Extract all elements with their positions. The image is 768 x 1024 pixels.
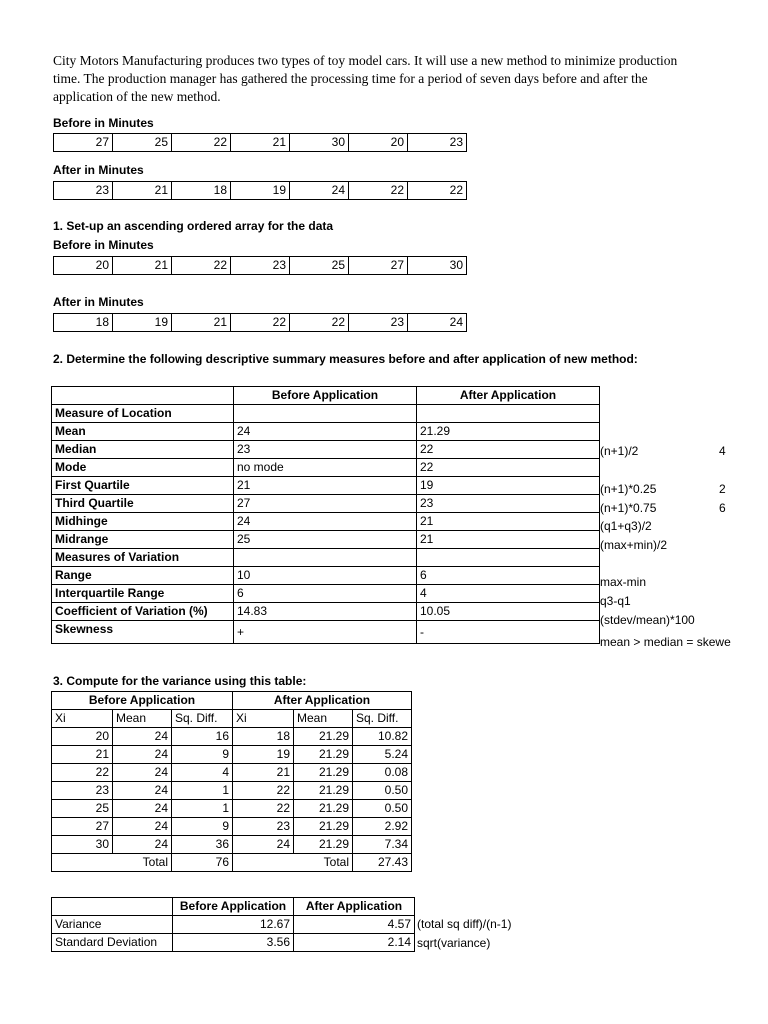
summary-label: First Quartile (52, 477, 234, 495)
table-cell: 36 (172, 836, 233, 854)
table-cell: 21 (417, 513, 600, 531)
intro-paragraph: City Motors Manufacturing produces two types of toy model cars. It will use a new method to minimize production time. The production manager has gathered the processing time for a period of seven days before and after the application of the new method. (53, 53, 678, 104)
table-cell: 23 (234, 441, 417, 459)
variance-table (51, 691, 412, 872)
note-iqr: q3-q1 (600, 594, 631, 608)
sd-label: Standard Deviation (52, 934, 173, 952)
table-cell: 4 (172, 764, 233, 782)
before-sorted-cell: 30 (408, 257, 467, 275)
final-head-before: Before Application (173, 898, 294, 916)
total-before: 76 (172, 854, 233, 872)
before-cell: 27 (54, 134, 113, 152)
table-cell: 21 (234, 477, 417, 495)
table-cell: 24 (113, 800, 172, 818)
summary-label: Third Quartile (52, 495, 234, 513)
question-2-title: 2. Determine the following descriptive summary measures before and after application of new method: (53, 352, 638, 366)
summary-label: Coefficient of Variation (%) (52, 603, 234, 621)
after-label: After in Minutes (53, 163, 144, 177)
question-1-title: 1. Set-up an ascending ordered array for the data (53, 219, 334, 233)
table-cell: 21.29 (294, 818, 353, 836)
table-cell: 25 (52, 800, 113, 818)
note-cv: (stdev/mean)*100 (600, 613, 695, 627)
table-cell: 24 (113, 746, 172, 764)
table-cell: 21.29 (294, 836, 353, 854)
summary-label: Measures of Variation (52, 549, 234, 567)
table-cell: 0.50 (353, 782, 412, 800)
after-cell: 22 (349, 182, 408, 200)
table-cell: 7.34 (353, 836, 412, 854)
table-cell: 23 (233, 818, 294, 836)
col-head: Mean (294, 710, 353, 728)
table-row (52, 746, 412, 764)
before-sorted-table (53, 256, 467, 275)
table-cell (234, 549, 417, 567)
table-cell (417, 405, 600, 423)
after-sorted-cell: 23 (349, 314, 408, 332)
variance-head-after: After Application (233, 692, 412, 710)
table-cell: 0.50 (353, 800, 412, 818)
table-cell: 9 (172, 818, 233, 836)
table-cell: 20 (52, 728, 113, 746)
before-table (53, 133, 467, 152)
total-label-after: Total (294, 854, 353, 872)
variance-summary-table (51, 897, 415, 952)
table-cell: 6 (417, 567, 600, 585)
table-cell: 9 (172, 746, 233, 764)
table-cell: 10.82 (353, 728, 412, 746)
note-q1: (n+1)*0.25 (600, 482, 657, 496)
table-cell: 21.29 (294, 728, 353, 746)
table-cell: 21.29 (417, 423, 600, 441)
summary-head-before: Before Application (234, 387, 417, 405)
after-table (53, 181, 467, 200)
after-sorted-cell: 22 (231, 314, 290, 332)
before-label: Before in Minutes (53, 116, 154, 130)
after-cell: 23 (54, 182, 113, 200)
summary-label: Median (52, 441, 234, 459)
table-cell: 21.29 (294, 782, 353, 800)
table-cell (52, 387, 234, 405)
table-cell: 6 (234, 585, 417, 603)
table-cell: 16 (172, 728, 233, 746)
before-sorted-cell: 21 (113, 257, 172, 275)
table-cell: 27 (234, 495, 417, 513)
summary-label: Skewness (52, 621, 234, 644)
table-cell: 24 (113, 764, 172, 782)
table-cell (234, 405, 417, 423)
summary-label: Mode (52, 459, 234, 477)
after-cell: 19 (231, 182, 290, 200)
note-median: (n+1)/2 (600, 444, 639, 458)
note-q3: (n+1)*0.75 (600, 501, 657, 515)
before-sorted-cell: 22 (172, 257, 231, 275)
before-sorted-cell: 23 (231, 257, 290, 275)
table-row (52, 836, 412, 854)
variance-after: 4.57 (294, 916, 415, 934)
col-head: Xi (233, 710, 294, 728)
after-sorted-cell: 19 (113, 314, 172, 332)
before-cell: 21 (231, 134, 290, 152)
summary-label: Midhinge (52, 513, 234, 531)
final-head-after: After Application (294, 898, 415, 916)
after-sorted-cell: 18 (54, 314, 113, 332)
col-head: Mean (113, 710, 172, 728)
col-head: Sq. Diff. (353, 710, 412, 728)
sd-note: sqrt(variance) (417, 936, 491, 950)
table-cell: 4 (417, 585, 600, 603)
after-sorted-cell: 22 (290, 314, 349, 332)
before-cell: 20 (349, 134, 408, 152)
table-cell: 22 (233, 782, 294, 800)
before-sorted-cell: 27 (349, 257, 408, 275)
variance-note: (total sq diff)/(n-1) (417, 917, 512, 931)
table-row (52, 764, 412, 782)
table-cell: no mode (234, 459, 417, 477)
table-cell: 24 (234, 513, 417, 531)
before-sorted-label: Before in Minutes (53, 238, 154, 252)
total-row (52, 854, 412, 872)
table-cell: + (234, 621, 417, 644)
table-cell (233, 854, 294, 872)
table-cell: 21.29 (294, 800, 353, 818)
summary-table (51, 386, 600, 644)
table-cell: 10 (234, 567, 417, 585)
before-cell: 23 (408, 134, 467, 152)
sd-after: 2.14 (294, 934, 415, 952)
after-sorted-cell: 21 (172, 314, 231, 332)
table-cell: 2.92 (353, 818, 412, 836)
table-row (52, 728, 412, 746)
table-cell: 23 (52, 782, 113, 800)
table-cell: 22 (417, 441, 600, 459)
col-head: Xi (52, 710, 113, 728)
summary-label: Measure of Location (52, 405, 234, 423)
note-range: max-min (600, 575, 647, 589)
table-cell (52, 854, 113, 872)
note-skewness: mean > median = skewe (600, 635, 731, 649)
col-head: Sq. Diff. (172, 710, 233, 728)
table-cell: 21 (233, 764, 294, 782)
summary-head-after: After Application (417, 387, 600, 405)
table-cell: - (417, 621, 600, 644)
table-cell (417, 549, 600, 567)
summary-label: Range (52, 567, 234, 585)
table-cell: 22 (417, 459, 600, 477)
table-cell: 30 (52, 836, 113, 854)
after-sorted-label: After in Minutes (53, 295, 144, 309)
sd-before: 3.56 (173, 934, 294, 952)
table-cell: 1 (172, 800, 233, 818)
table-cell: 24 (233, 836, 294, 854)
total-label-before: Total (113, 854, 172, 872)
table-cell: 10.05 (417, 603, 600, 621)
summary-label: Mean (52, 423, 234, 441)
before-sorted-cell: 20 (54, 257, 113, 275)
table-row (52, 782, 412, 800)
after-cell: 22 (408, 182, 467, 200)
table-cell (52, 898, 173, 916)
after-sorted-cell: 24 (408, 314, 467, 332)
table-cell: 0.08 (353, 764, 412, 782)
note-q1-value: 2 (719, 482, 726, 496)
after-cell: 24 (290, 182, 349, 200)
table-cell: 14.83 (234, 603, 417, 621)
table-cell: 5.24 (353, 746, 412, 764)
table-cell: 19 (417, 477, 600, 495)
total-after: 27.43 (353, 854, 412, 872)
note-midrange: (max+min)/2 (600, 538, 668, 552)
table-cell: 24 (113, 782, 172, 800)
summary-label: Interquartile Range (52, 585, 234, 603)
table-cell: 19 (233, 746, 294, 764)
table-cell: 21 (417, 531, 600, 549)
table-cell: 27 (52, 818, 113, 836)
table-cell: 24 (113, 728, 172, 746)
variance-head-before: Before Application (52, 692, 233, 710)
table-cell: 21.29 (294, 746, 353, 764)
table-cell: 23 (417, 495, 600, 513)
note-q3-value: 6 (719, 501, 726, 515)
table-cell: 24 (113, 836, 172, 854)
table-cell: 24 (113, 818, 172, 836)
before-sorted-cell: 25 (290, 257, 349, 275)
table-cell: 18 (233, 728, 294, 746)
after-cell: 21 (113, 182, 172, 200)
after-cell: 18 (172, 182, 231, 200)
before-cell: 25 (113, 134, 172, 152)
table-cell: 21.29 (294, 764, 353, 782)
note-midhinge: (q1+q3)/2 (600, 519, 652, 533)
table-cell: 21 (52, 746, 113, 764)
table-cell: 25 (234, 531, 417, 549)
table-cell: 22 (233, 800, 294, 818)
summary-label: Midrange (52, 531, 234, 549)
variance-before: 12.67 (173, 916, 294, 934)
after-sorted-table (53, 313, 467, 332)
question-3-title: 3. Compute for the variance using this table: (53, 674, 307, 688)
variance-label: Variance (52, 916, 173, 934)
table-row (52, 818, 412, 836)
before-cell: 30 (290, 134, 349, 152)
table-cell: 1 (172, 782, 233, 800)
table-cell: 24 (234, 423, 417, 441)
note-median-value: 4 (719, 444, 726, 458)
table-cell: 22 (52, 764, 113, 782)
table-row (52, 800, 412, 818)
before-cell: 22 (172, 134, 231, 152)
